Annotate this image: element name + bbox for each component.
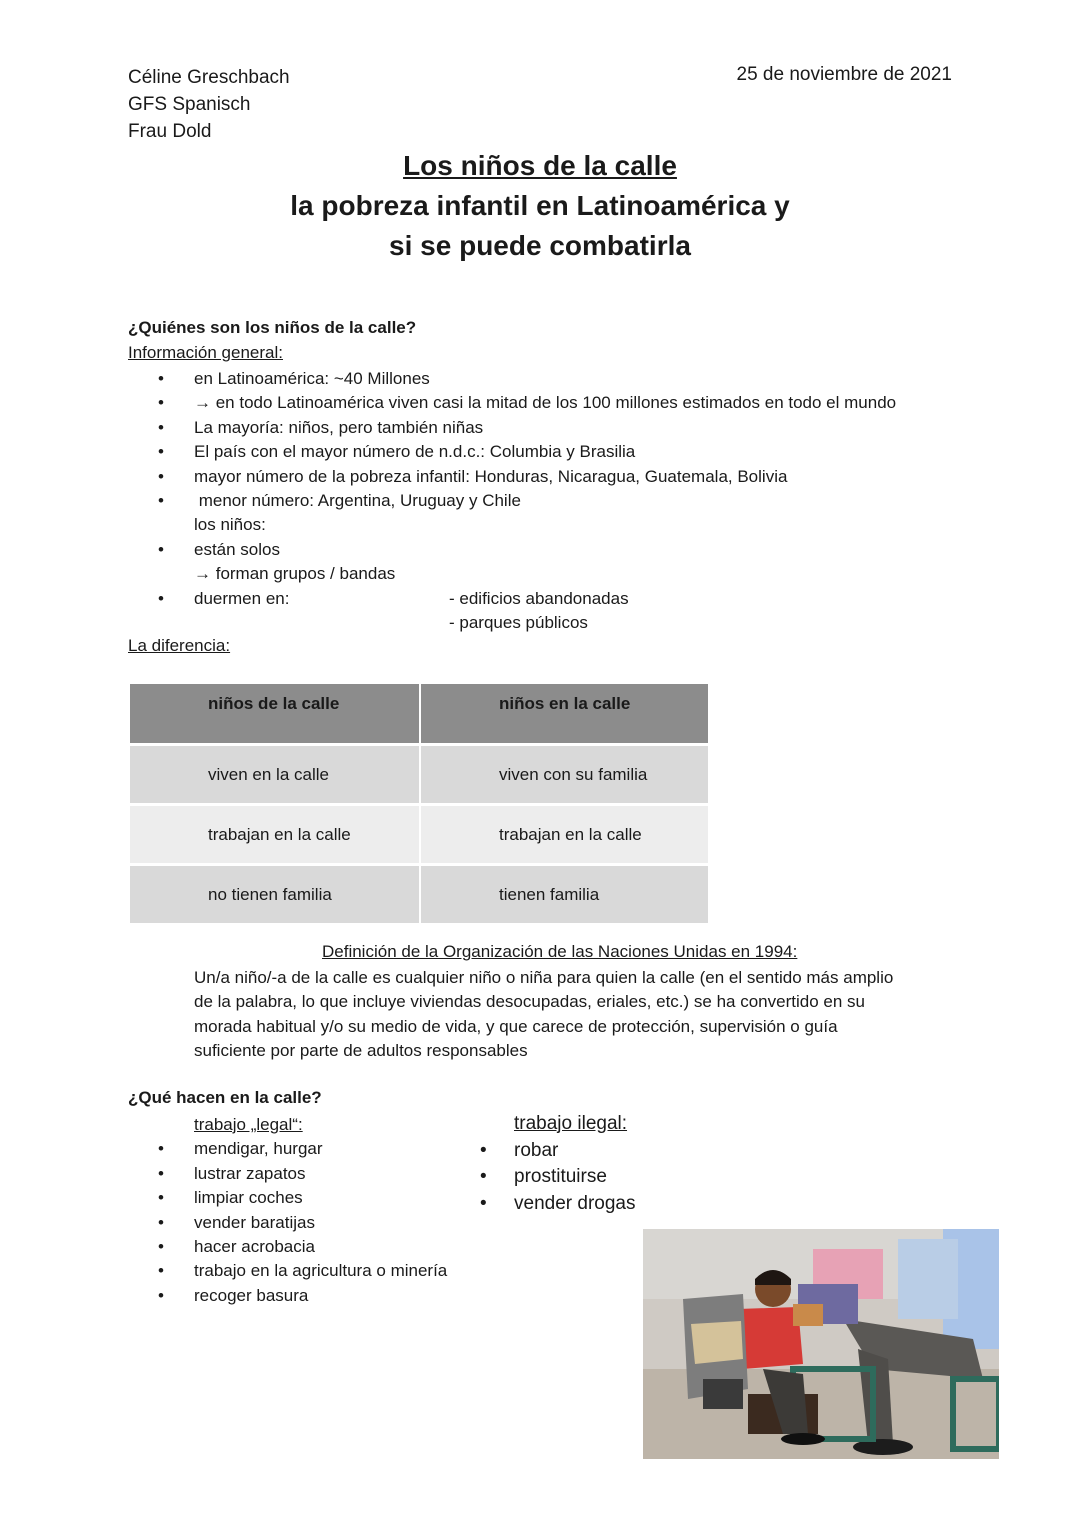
list-item: • en Latinoamérica: ~40 Millones: [128, 367, 896, 391]
table-cell: viven en la calle: [130, 746, 421, 806]
title-line-3: si se puede combatirla: [389, 230, 691, 261]
kids-label: los niños:: [194, 515, 266, 535]
bullet-icon: •: [158, 442, 164, 462]
list-item: • mendigar, hurgar: [158, 1139, 323, 1159]
list-item: • duermen en: - edificios abandonadas: [128, 587, 896, 611]
definition-title: Definición de la Organización de las Naciones Unidas en 1994:: [322, 942, 798, 961]
definition-text: [194, 966, 964, 1064]
list-item: • lustrar zapatos: [158, 1163, 306, 1183]
list-item: • están solos: [128, 538, 896, 562]
definition-line: suficiente por parte de adultos responsables: [194, 1041, 528, 1061]
table-row: [130, 806, 710, 866]
title-line-2: la pobreza infantil en Latinoamérica y: [290, 190, 790, 221]
difference-table: [130, 684, 710, 926]
table-cell: trabajan en la calle: [421, 806, 710, 866]
table-row: [130, 746, 710, 806]
title-line-1: Los niños de la calle: [403, 150, 677, 181]
bullet-icon: •: [158, 490, 164, 510]
table-cell: viven con su familia: [421, 746, 710, 806]
list-item: • El país con el mayor número de n.d.c.: Columbia y Brasilia: [128, 440, 896, 464]
section-question-who: ¿Quiénes son los niños de la calle?: [128, 318, 417, 337]
bullet-icon: •: [158, 539, 164, 559]
list-item: • menor número: Argentina, Uruguay y Chile: [128, 489, 896, 513]
sleep-item: - parques públicos: [449, 612, 588, 632]
author-name: Céline Greschbach: [128, 67, 290, 88]
list-item: • robar: [480, 1139, 559, 1161]
list-item: • La mayoría: niños, pero también niñas: [128, 416, 896, 440]
legal-work-list: [128, 1113, 447, 1308]
table-header-cell: niños de la calle: [130, 684, 421, 746]
table-header-cell: niños en la calle: [421, 684, 710, 746]
table-cell: trabajan en la calle: [130, 806, 421, 866]
bullet-icon: •: [158, 369, 164, 388]
document-date: 25 de noviembre de 2021: [736, 64, 952, 85]
bullet-icon: •: [158, 466, 164, 486]
kids-arrow-note: → forman grupos / bandas: [194, 564, 396, 584]
list-item: • recoger basura: [158, 1285, 309, 1305]
list-item: • prostituirse: [480, 1166, 607, 1187]
table-cell: tienen familia: [421, 866, 710, 926]
shoeshine-boy-photo: [643, 1229, 999, 1459]
bullet-icon: •: [158, 417, 164, 437]
list-item: • limpiar coches: [158, 1188, 303, 1208]
list-item: • mayor número de la pobreza infantil: Honduras, Nicaragua, Guatemala, Bolivia: [128, 465, 896, 489]
course-name: GFS Spanisch: [128, 94, 251, 115]
list-item: • → en todo Latinoamérica viven casi la mitad de los 100 millones estimados en todo el mundo: [128, 391, 896, 415]
teacher-name: Frau Dold: [128, 121, 212, 142]
definition-line: de la palabra, lo que incluye viviendas desocupadas, eriales, etc.) se ha convertido en su: [194, 992, 865, 1012]
page-title: [0, 146, 1080, 266]
table-cell: no tienen familia: [130, 866, 421, 926]
definition-line: morada habitual y/o su medio de vida, y que carece de protección, supervisión o guía: [194, 1016, 838, 1036]
table-row: [130, 866, 710, 926]
table-header-row: [130, 684, 710, 746]
illegal-work-label: trabajo ilegal:: [514, 1113, 628, 1134]
legal-work-label: trabajo „legal“:: [194, 1115, 303, 1134]
bullet-icon: •: [158, 393, 164, 413]
section-question-what: ¿Qué hacen en la calle?: [128, 1088, 322, 1107]
definition-line: Un/a niño/-a de la calle es cualquier niño o niña para quien la calle (en el sentido más amplio: [194, 968, 894, 987]
list-item: • vender baratijas: [158, 1212, 315, 1232]
general-info-list: [128, 367, 896, 635]
bullet-icon: •: [158, 588, 164, 608]
general-info-label: Información general:: [128, 343, 283, 362]
list-item: • trabajo en la agricultura o minería: [158, 1261, 448, 1281]
difference-label: La diferencia:: [128, 636, 231, 655]
list-item: • hacer acrobacia: [158, 1236, 315, 1256]
list-item: • vender drogas: [480, 1192, 636, 1214]
illegal-work-list: [480, 1111, 635, 1217]
